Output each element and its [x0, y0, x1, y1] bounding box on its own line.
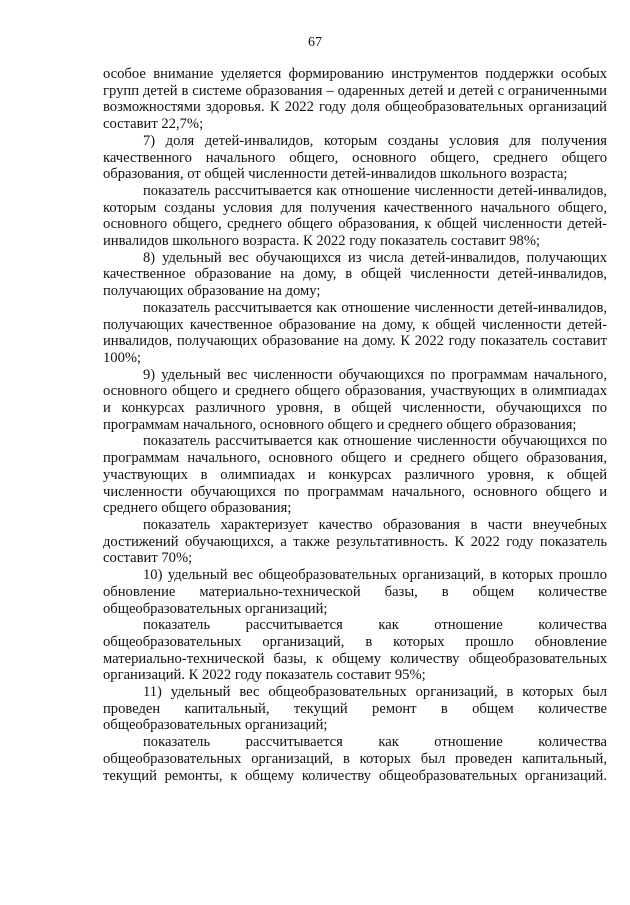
paragraph-item-8: 8) удельный вес обучающихся из числа детей-инвалидов, получающих качественное образование на дому, в общей численности детей-инвалидов, получающих образование на дому; [103, 249, 607, 300]
paragraph-continuation: особое внимание уделяется формированию инструментов поддержки особых групп детей в системе образования – одаренных детей и детей с ограниченными возможностями здоровья. К 2022 году доля общеобразовательных организаций составит 22,7%; [103, 66, 607, 133]
paragraph-item-7-calculation: показатель рассчитывается как отношение численности детей-инвалидов, которым созданы условия для получения качественного начального общего, основного общего, среднего общего образования, к общей численности детей-инвалидов школьного возраста. К 2022 году показатель составит 98%; [103, 182, 607, 250]
paragraph-item-9-characteristic: показатель характеризует качество образования в части внеучебных достижений обучающихся, а также результативность. К 2022 году показатель составит 70%; [103, 516, 607, 567]
paragraph-item-10-calculation: показатель рассчитывается как отношение количества общеобразовательных организаций, в которых прошло обновление материально-технической базы, к общему количеству общеобразовательных организаций. К 2022 году показатель составит 95%; [103, 617, 607, 684]
document-body [103, 66, 607, 784]
paragraph-item-11-calculation: показатель рассчитывается как отношение количества общеобразовательных организаций, в которых был проведен капитальный, текущий ремонты, к общему количеству общеобразовательных организаций. [103, 734, 607, 784]
paragraph-item-9-calculation: показатель рассчитывается как отношение численности обучающихся по программам начального, основного общего и среднего общего образования, участвующих в олимпиадах и конкурсах различного уровня, к общей численности обучающихся по программам начального, основного общего и среднего общего образования; [103, 433, 607, 517]
paragraph-item-9: 9) удельный вес численности обучающихся по программам начального, основного общего и среднего общего образования, участвующих в олимпиадах и конкурсах различного уровня, в общей численности, обучающихся по программам начального, основного общего и среднего общего образования; [103, 366, 607, 433]
paragraph-item-8-calculation: показатель рассчитывается как отношение численности детей-инвалидов, получающих качественное образование на дому, к общей численности детей-инвалидов, получающих образование на дому. К 2022 году показатель составит 100%; [103, 299, 607, 366]
page-number: 67 [308, 35, 322, 50]
paragraph-item-7: 7) доля детей-инвалидов, которым созданы условия для получения качественного начального общего, основного общего, среднего общего образования, от общей численности детей-инвалидов школьного возраста; [103, 132, 607, 183]
paragraph-item-11: 11) удельный вес общеобразовательных организаций, в которых был проведен капитальный, текущий ремонт в общем количестве общеобразовательных организаций; [103, 684, 607, 734]
paragraph-item-10: 10) удельный вес общеобразовательных организаций, в которых прошло обновление материально-технической базы, в общем количестве общеобразовательных организаций; [103, 567, 607, 617]
